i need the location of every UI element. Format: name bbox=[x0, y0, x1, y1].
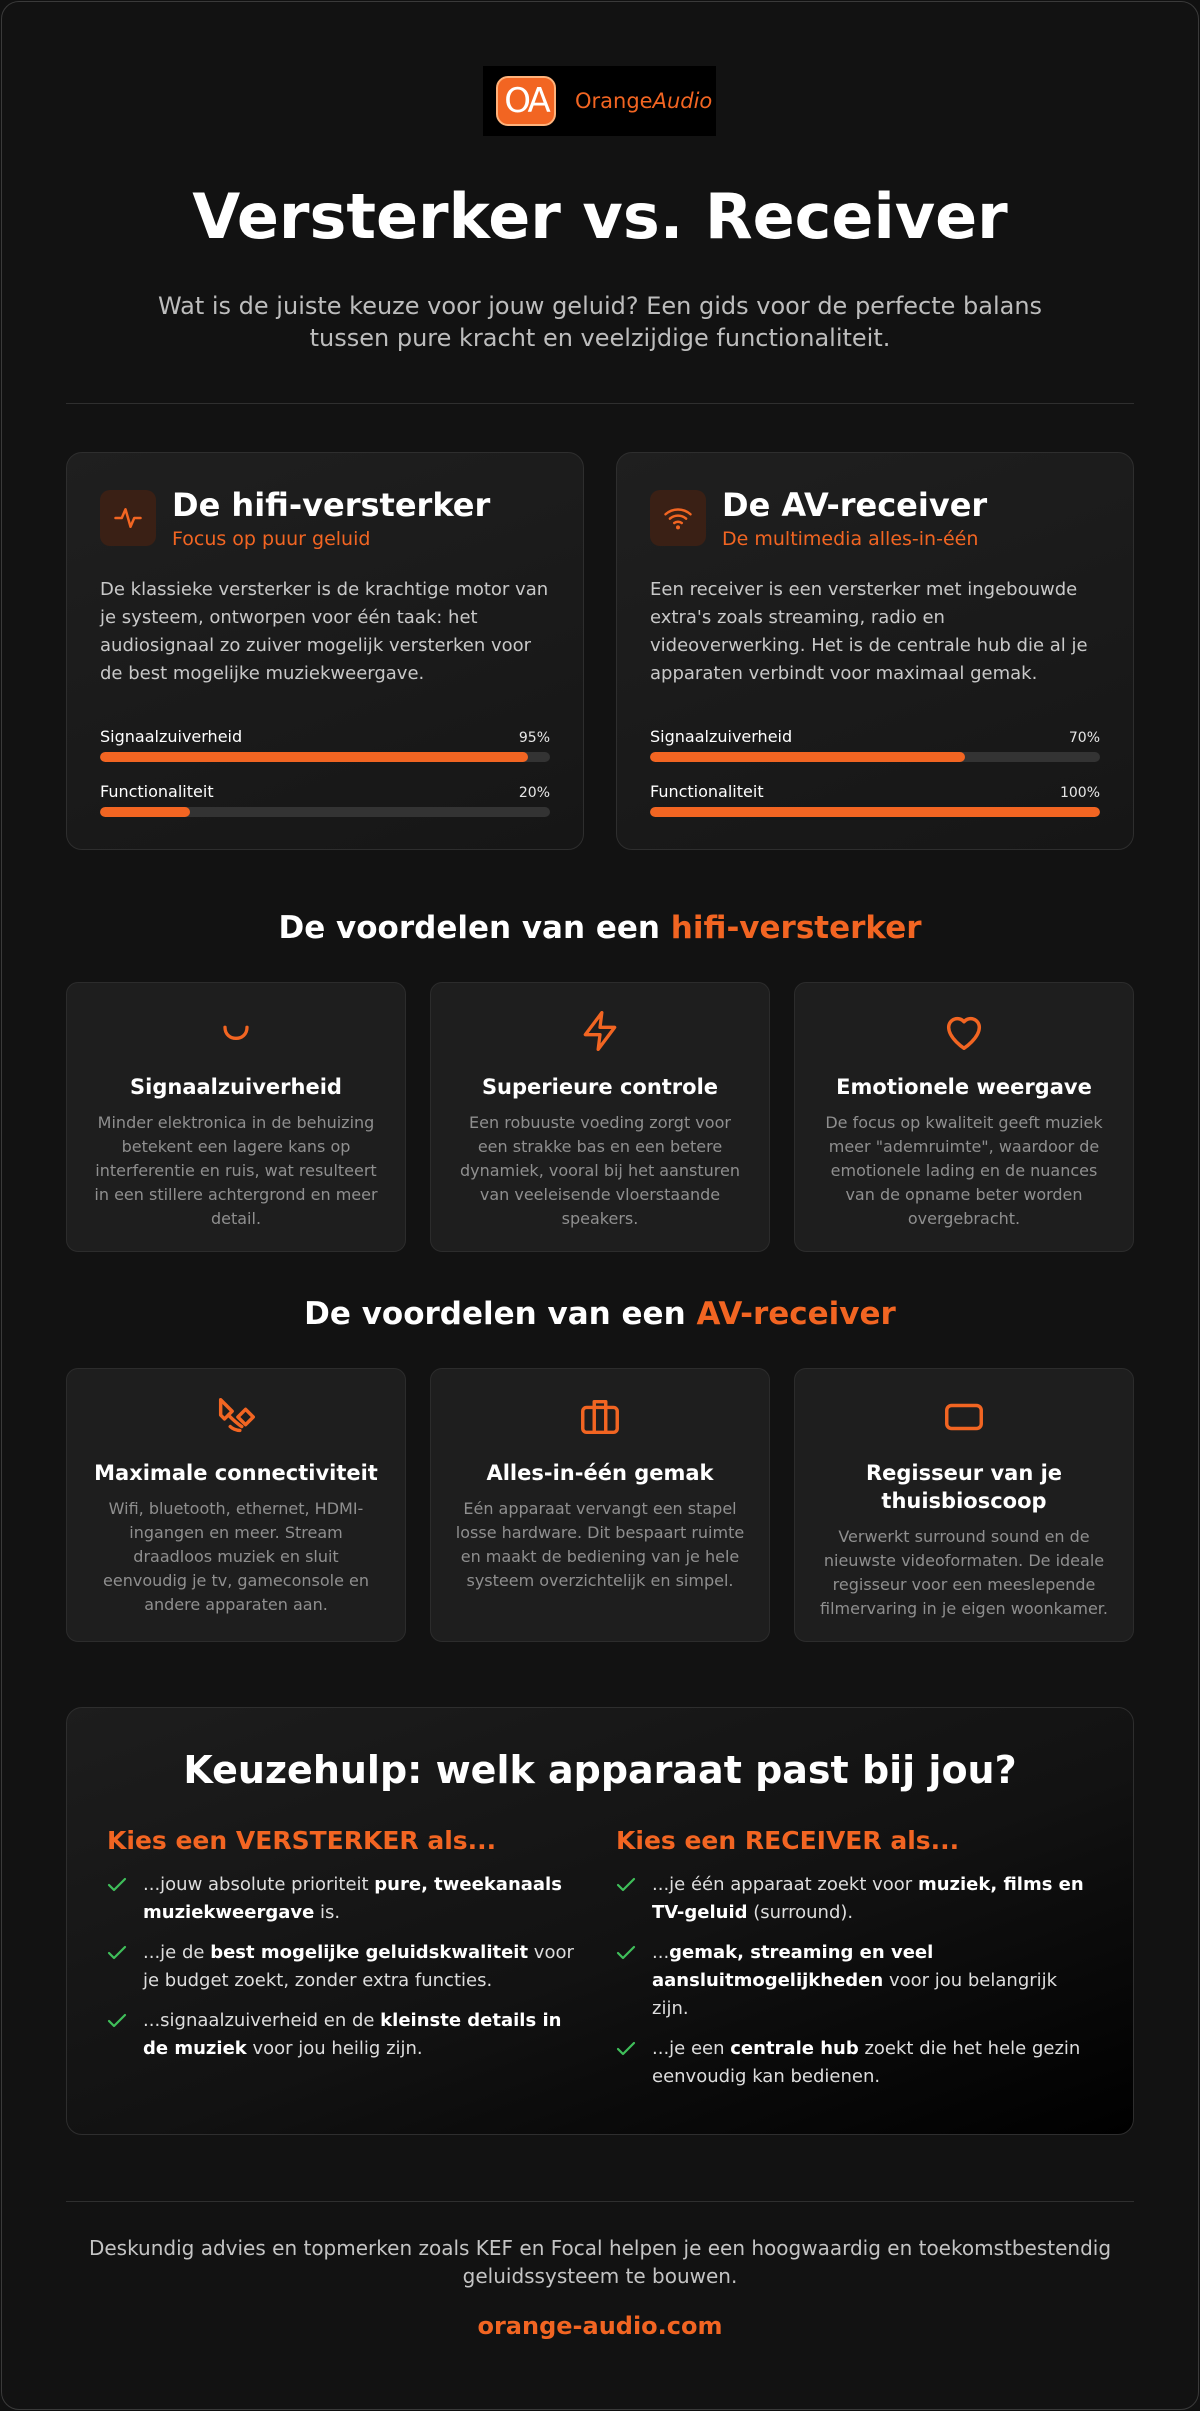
metric-label: Functionaliteit bbox=[100, 782, 214, 801]
guide-list-item: ...je de best mogelijke geluidskwaliteit voor je budget zoekt, zonder extra functies. bbox=[107, 1939, 577, 1995]
progress-track bbox=[100, 807, 550, 817]
heart-icon bbox=[819, 1009, 1109, 1053]
card-subtitle: De multimedia alles-in-één bbox=[722, 528, 979, 550]
benefit-card bbox=[66, 1368, 406, 1642]
logo-wordmark: OrangeAudio bbox=[575, 89, 713, 113]
amp-benefits-heading: De voordelen van een hifi-versterker bbox=[278, 910, 922, 946]
progress-fill bbox=[650, 752, 965, 762]
progress-fill bbox=[100, 752, 528, 762]
progress-fill bbox=[100, 807, 190, 817]
benefit-title: Signaalzuiverheid bbox=[130, 1075, 342, 1099]
benefit-card bbox=[66, 982, 406, 1252]
benefit-title: Emotionele weergave bbox=[836, 1075, 1092, 1099]
check-icon bbox=[107, 1945, 127, 1961]
guide-list-item: ...je één apparaat zoekt voor muziek, films en TV-geluid (surround). bbox=[616, 1871, 1086, 1927]
smile-icon bbox=[91, 1009, 381, 1053]
guide-column-title: Kies een VERSTERKER als... bbox=[107, 1826, 497, 1855]
amplifier-card bbox=[66, 452, 584, 850]
benefit-title: Regisseur van je thuisbioscoop bbox=[865, 1461, 1063, 1513]
progress-track bbox=[650, 752, 1100, 762]
check-icon bbox=[616, 2041, 636, 2057]
check-icon bbox=[616, 1945, 636, 1961]
page-subtitle: Wat is de juiste keuze voor jouw geluid? Een gids voor de perfecte balans tussen pure kracht en veelzijdige functionaliteit. bbox=[157, 292, 1043, 352]
guide-column-title: Kies een RECEIVER als... bbox=[616, 1826, 960, 1855]
benefit-description: Minder elektronica in de behuizing betekent een lagere kans op interferentie en ruis, wat resulteert in een stillere achtergrond en meer detail. bbox=[94, 1113, 378, 1228]
metric-value: 70% bbox=[1068, 730, 1100, 746]
card-subtitle: Focus op puur geluid bbox=[172, 528, 371, 550]
decision-guide bbox=[66, 1707, 1134, 2135]
guide-amplifier-column bbox=[107, 1826, 577, 2075]
guide-receiver-column bbox=[616, 1826, 1086, 2103]
benefit-title: Alles-in-één gemak bbox=[486, 1461, 714, 1485]
divider bbox=[66, 2201, 1134, 2202]
benefit-card bbox=[794, 982, 1134, 1252]
guide-list-item: ...jouw absolute prioriteit pure, tweekanaals muziekweergave is. bbox=[107, 1871, 577, 1927]
guide-list-item: ...je een centrale hub zoekt die het hele gezin eenvoudig kan bedienen. bbox=[616, 2035, 1086, 2091]
briefcase-icon bbox=[455, 1395, 745, 1439]
benefit-description: De focus op kwaliteit geeft muziek meer "ademruimte", waardoor de emotionele lading en de nuances van de opname beter worden overgebracht. bbox=[825, 1113, 1103, 1228]
benefit-title: Maximale connectiviteit bbox=[94, 1461, 378, 1485]
check-icon bbox=[616, 1877, 636, 1893]
check-icon bbox=[107, 1877, 127, 1893]
progress-fill bbox=[650, 807, 1100, 817]
receiver-benefits bbox=[66, 1368, 1134, 1642]
card-title: De hifi-versterker bbox=[172, 486, 491, 524]
benefit-card bbox=[430, 982, 770, 1252]
metric-functionality bbox=[650, 782, 1100, 817]
benefit-description: Wifi, bluetooth, ethernet, HDMI-ingangen en meer. Stream draadloos muziek en sluit eenvoudig je tv, gameconsole en andere apparaten aan. bbox=[103, 1499, 369, 1614]
metric-label: Signaalzuiverheid bbox=[100, 727, 243, 746]
metric-label: Signaalzuiverheid bbox=[650, 727, 793, 746]
benefit-card bbox=[794, 1368, 1134, 1642]
benefit-description: Eén apparaat vervangt een stapel losse hardware. Dit bespaart ruimte en maakt de bediening van je hele systeem overzichtelijk en simpel. bbox=[455, 1499, 745, 1590]
wifi-icon bbox=[650, 490, 706, 546]
footer-text: Deskundig advies en topmerken zoals KEF en Focal helpen je een hoogwaardig en toekomstbestendig geluidssysteem te bouwen. bbox=[88, 2236, 1112, 2288]
screen-icon bbox=[819, 1395, 1109, 1439]
card-title: De AV-receiver bbox=[722, 486, 988, 524]
metric-value: 100% bbox=[1059, 785, 1100, 801]
metric-signal-purity bbox=[650, 727, 1100, 762]
benefit-description: Een robuuste voeding zorgt voor een strakke bas en een betere dynamiek, vooral bij het aansturen van veeleisende vloerstaande speakers. bbox=[459, 1113, 741, 1228]
progress-track bbox=[650, 807, 1100, 817]
waveform-icon bbox=[100, 490, 156, 546]
metric-functionality bbox=[100, 782, 550, 817]
card-description: Een receiver is een versterker met ingebouwde extra's zoals streaming, radio en videoverwerking. Het is de centrale hub die al je apparaten verbindt voor maximaal gemak. bbox=[650, 579, 1088, 684]
page-title: Versterker vs. Receiver bbox=[192, 180, 1008, 253]
benefit-card bbox=[430, 1368, 770, 1642]
guide-list-item: ...signaalzuiverheid en de kleinste details in de muziek voor jou heilig zijn. bbox=[107, 2007, 577, 2063]
satellite-icon bbox=[91, 1395, 381, 1439]
metric-value: 95% bbox=[518, 730, 550, 746]
check-icon bbox=[107, 2013, 127, 2029]
orange-audio-logo[interactable] bbox=[483, 66, 716, 136]
lightning-icon bbox=[455, 1009, 745, 1053]
receiver-benefits-heading: De voordelen van een AV-receiver bbox=[304, 1296, 896, 1332]
logo-mark: OA bbox=[496, 76, 556, 126]
metric-signal-purity bbox=[100, 727, 550, 762]
metric-label: Functionaliteit bbox=[650, 782, 764, 801]
guide-title: Keuzehulp: welk apparaat past bij jou? bbox=[183, 1748, 1017, 1792]
amp-benefits bbox=[66, 982, 1134, 1252]
receiver-card bbox=[616, 452, 1134, 850]
website-link[interactable]: orange-audio.com bbox=[477, 2312, 723, 2340]
metric-value: 20% bbox=[518, 785, 550, 801]
benefit-title: Superieure controle bbox=[481, 1075, 719, 1099]
guide-list-item: ...gemak, streaming en veel aansluitmogelijkheden voor jou belangrijk zijn. bbox=[616, 1939, 1086, 2023]
card-description: De klassieke versterker is de krachtige motor van je systeem, ontworpen voor één taak: het audiosignaal zo zuiver mogelijk versterken voor de best mogelijke muziekweergave. bbox=[100, 579, 549, 684]
benefit-description: Verwerkt surround sound en de nieuwste videoformaten. De ideale regisseur voor een meeslepende filmervaring in je eigen woonkamer. bbox=[820, 1527, 1108, 1618]
divider bbox=[66, 403, 1134, 404]
progress-track bbox=[100, 752, 550, 762]
